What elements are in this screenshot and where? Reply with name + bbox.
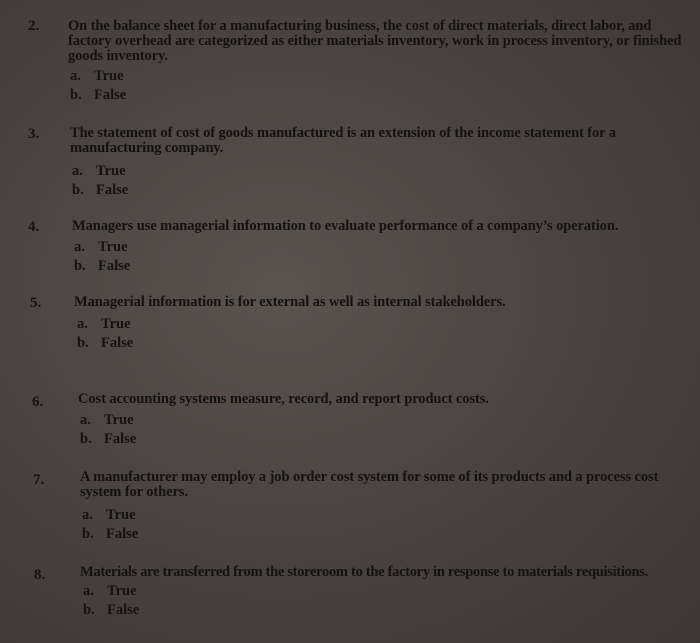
option-label: True [107,583,137,599]
option-b[interactable] [83,601,139,619]
option-letter: a. [82,507,93,523]
option-label: False [104,431,137,447]
option-letter: a. [80,412,91,428]
question-number: 2. [28,18,40,34]
option-label: True [101,316,131,332]
question-number: 6. [32,394,44,410]
question-text: Cost accounting systems measure, record, and report product costs. [78,391,489,407]
option-label: False [107,602,140,618]
option-a[interactable] [83,582,137,600]
option-letter: a. [74,239,85,255]
option-a[interactable] [77,315,131,333]
option-label: False [96,182,129,198]
option-b[interactable] [80,430,136,448]
question-text: Managerial information is for external as well as internal stakeholders. [74,294,506,310]
option-letter: a. [83,583,94,599]
option-b[interactable] [74,257,130,275]
option-letter: a. [77,316,88,332]
option-letter: b. [74,258,86,274]
option-a[interactable] [80,411,134,429]
question-text: On the balance sheet for a manufacturing business, the cost of direct materials, direct labor, and factory overhead are categorized as either materials inventory, work in process inventory, or finished goods inventory. [68,18,682,64]
question-number: 3. [28,126,40,142]
option-b[interactable] [70,86,126,104]
option-b[interactable] [77,334,133,352]
option-b[interactable] [82,525,138,543]
question-number: 8. [34,567,46,583]
option-label: True [98,239,128,255]
question-text: The statement of cost of goods manufactured is an extension of the income statement for a manufacturing company. [70,125,616,156]
option-label: False [98,258,131,274]
option-letter: b. [70,87,82,103]
option-a[interactable] [70,67,124,85]
option-letter: a. [72,163,83,179]
option-a[interactable] [72,162,126,180]
option-label: False [106,526,139,542]
question-number: 7. [33,472,45,488]
question-text: Materials are transferred from the storeroom to the factory in response to materials requisitions. [80,564,648,580]
option-letter: b. [83,602,95,618]
option-b[interactable] [72,181,128,199]
option-letter: b. [72,182,84,198]
option-label: True [94,68,124,84]
option-letter: b. [82,526,94,542]
option-letter: b. [77,335,89,351]
option-label: True [106,507,136,523]
question-text: Managers use managerial information to evaluate performance of a company’s operation. [72,218,619,234]
option-label: False [94,87,127,103]
option-letter: a. [70,68,81,84]
option-label: True [96,163,126,179]
option-a[interactable] [82,506,136,524]
question-text: A manufacturer may employ a job order cost system for some of its products and a process cost system for others. [80,469,659,500]
option-letter: b. [80,431,92,447]
option-label: True [104,412,134,428]
question-number: 5. [30,295,42,311]
option-label: False [101,335,134,351]
option-a[interactable] [74,238,128,256]
question-number: 4. [28,219,40,235]
